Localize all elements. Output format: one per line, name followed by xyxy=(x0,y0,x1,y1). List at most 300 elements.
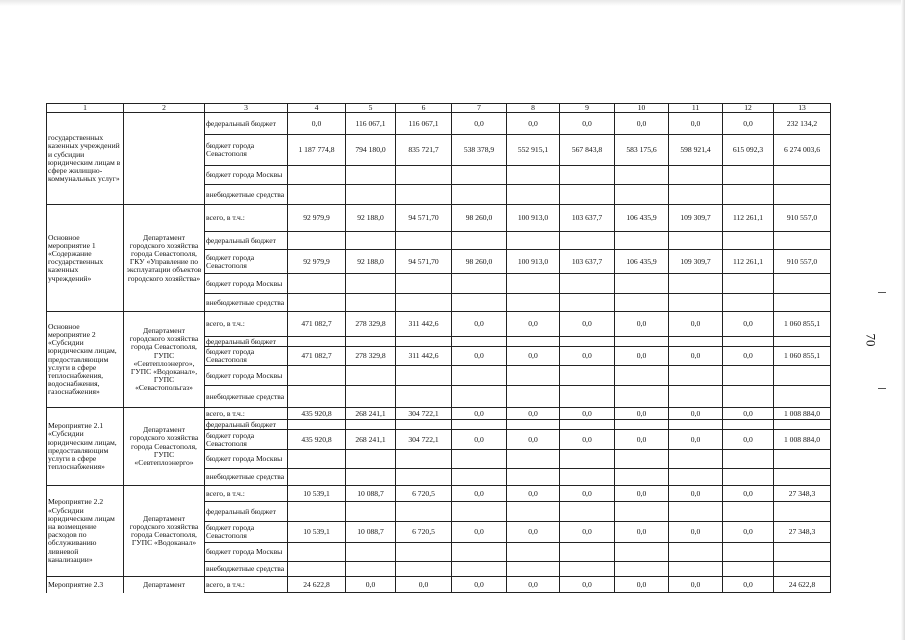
scan-edge-shadow-right xyxy=(901,0,905,640)
amount-cell xyxy=(452,366,507,386)
funding-source: бюджет города Севастополя xyxy=(205,250,288,274)
executor xyxy=(124,113,205,205)
amount-cell: 6 720,5 xyxy=(396,486,452,502)
funding-source: федеральный бюджет xyxy=(205,337,288,347)
amount-cell: 0,0 xyxy=(560,408,615,420)
amount-cell: 567 843,8 xyxy=(560,135,615,166)
amount-cell: 0,0 xyxy=(507,522,560,543)
amount-cell: 304 722,1 xyxy=(396,408,452,420)
amount-cell: 1 060 855,1 xyxy=(774,347,831,366)
amount-cell: 615 092,3 xyxy=(723,135,774,166)
amount-cell: 1 008 884,0 xyxy=(774,408,831,420)
amount-cell xyxy=(396,450,452,469)
amount-cell: 0,0 xyxy=(615,486,669,502)
funding-source: федеральный бюджет xyxy=(205,502,288,522)
amount-cell xyxy=(669,469,723,486)
amount-cell: 100 913,0 xyxy=(507,250,560,274)
amount-cell xyxy=(346,469,396,486)
amount-cell: 0,0 xyxy=(669,577,723,593)
amount-cell: 0,0 xyxy=(723,522,774,543)
amount-cell: 0,0 xyxy=(507,312,560,337)
amount-cell xyxy=(774,502,831,522)
funding-source: бюджет города Москвы xyxy=(205,366,288,386)
executor: Департамент городского хозяйства города Севастополя, ГКУ «Управление по эксплуатации объектов городского хозяйства» xyxy=(124,205,205,312)
amount-cell: 0,0 xyxy=(615,408,669,420)
amount-cell xyxy=(507,185,560,205)
amount-cell: 278 329,8 xyxy=(346,347,396,366)
amount-cell xyxy=(669,166,723,185)
amount-cell xyxy=(723,232,774,250)
amount-cell: 0,0 xyxy=(507,408,560,420)
amount-cell: 471 082,7 xyxy=(288,312,346,337)
amount-cell xyxy=(288,386,346,408)
column-number: 13 xyxy=(774,104,831,113)
amount-cell: 92 188,0 xyxy=(346,250,396,274)
amount-cell xyxy=(452,502,507,522)
amount-cell xyxy=(669,274,723,294)
amount-cell xyxy=(346,543,396,562)
amount-cell: 10 088,7 xyxy=(346,486,396,502)
amount-cell: 0,0 xyxy=(560,430,615,450)
amount-cell xyxy=(452,543,507,562)
amount-cell: 112 261,1 xyxy=(723,205,774,232)
amount-cell xyxy=(452,166,507,185)
amount-cell: 10 539,1 xyxy=(288,522,346,543)
amount-cell xyxy=(396,294,452,312)
amount-cell xyxy=(774,337,831,347)
funding-source: бюджет города Москвы xyxy=(205,450,288,469)
margin-mark xyxy=(878,292,886,293)
amount-cell xyxy=(615,502,669,522)
amount-cell xyxy=(346,562,396,577)
column-number: 5 xyxy=(346,104,396,113)
funding-source: бюджет города Москвы xyxy=(205,166,288,185)
amount-cell: 0,0 xyxy=(396,577,452,593)
amount-cell: 471 082,7 xyxy=(288,347,346,366)
amount-cell: 106 435,9 xyxy=(615,250,669,274)
amount-cell: 116 067,1 xyxy=(346,113,396,135)
amount-cell xyxy=(396,420,452,430)
funding-source: бюджет города Севастополя xyxy=(205,347,288,366)
funding-source: бюджет города Севастополя xyxy=(205,430,288,450)
amount-cell xyxy=(560,366,615,386)
amount-cell xyxy=(669,185,723,205)
amount-cell xyxy=(615,450,669,469)
table-row xyxy=(47,577,831,593)
amount-cell xyxy=(723,386,774,408)
amount-cell: 311 442,6 xyxy=(396,312,452,337)
scan-edge-shadow xyxy=(0,0,905,6)
column-number: 4 xyxy=(288,104,346,113)
amount-cell: 0,0 xyxy=(560,522,615,543)
amount-cell xyxy=(560,274,615,294)
column-number: 1 xyxy=(47,104,124,113)
amount-cell xyxy=(774,185,831,205)
amount-cell xyxy=(723,185,774,205)
amount-cell xyxy=(288,543,346,562)
column-number: 10 xyxy=(615,104,669,113)
amount-cell xyxy=(507,469,560,486)
amount-cell xyxy=(288,469,346,486)
amount-cell: 0,0 xyxy=(452,113,507,135)
amount-cell xyxy=(560,337,615,347)
executor: Департамент xyxy=(124,577,205,593)
amount-cell xyxy=(452,450,507,469)
funding-source: федеральный бюджет xyxy=(205,420,288,430)
executor: Департамент городского хозяйства города Севастополя, ГУПС «Водоканал» xyxy=(124,486,205,577)
amount-cell xyxy=(346,337,396,347)
amount-cell xyxy=(507,232,560,250)
funding-source: бюджет города Москвы xyxy=(205,274,288,294)
amount-cell xyxy=(288,337,346,347)
amount-cell xyxy=(615,294,669,312)
amount-cell xyxy=(396,274,452,294)
amount-cell: 24 622,8 xyxy=(288,577,346,593)
amount-cell xyxy=(774,294,831,312)
amount-cell: 0,0 xyxy=(507,347,560,366)
column-number: 8 xyxy=(507,104,560,113)
funding-source: внебюджетные средства xyxy=(205,294,288,312)
amount-cell xyxy=(669,450,723,469)
table-row xyxy=(47,408,831,420)
funding-source: всего, в т.ч.: xyxy=(205,205,288,232)
amount-cell: 103 637,7 xyxy=(560,250,615,274)
amount-cell: 0,0 xyxy=(452,347,507,366)
table-row xyxy=(47,205,831,232)
amount-cell xyxy=(507,543,560,562)
amount-cell xyxy=(507,420,560,430)
amount-cell: 538 378,9 xyxy=(452,135,507,166)
amount-cell: 98 260,0 xyxy=(452,250,507,274)
amount-cell xyxy=(288,274,346,294)
amount-cell xyxy=(396,469,452,486)
amount-cell xyxy=(288,562,346,577)
amount-cell xyxy=(396,185,452,205)
amount-cell: 0,0 xyxy=(669,522,723,543)
amount-cell: 0,0 xyxy=(507,113,560,135)
amount-cell xyxy=(615,420,669,430)
measure-name: Мероприятие 2.2 «Субсидии юридическим лицам на возмещение расходов по обслуживанию ливневой канализации» xyxy=(47,486,124,577)
amount-cell xyxy=(774,232,831,250)
amount-cell xyxy=(774,543,831,562)
funding-source: внебюджетные средства xyxy=(205,562,288,577)
funding-source: всего, в т.ч.: xyxy=(205,312,288,337)
amount-cell xyxy=(723,337,774,347)
amount-cell: 109 309,7 xyxy=(669,250,723,274)
amount-cell xyxy=(346,185,396,205)
amount-cell: 0,0 xyxy=(615,430,669,450)
amount-cell: 0,0 xyxy=(669,312,723,337)
amount-cell: 0,0 xyxy=(723,408,774,420)
amount-cell: 6 274 003,6 xyxy=(774,135,831,166)
amount-cell xyxy=(669,386,723,408)
amount-cell xyxy=(396,232,452,250)
executor: Департамент городского хозяйства города Севастополя, ГУПС «Севтеплоэнерго» xyxy=(124,408,205,486)
amount-cell: 1 187 774,8 xyxy=(288,135,346,166)
amount-cell xyxy=(723,502,774,522)
column-number: 2 xyxy=(124,104,205,113)
amount-cell: 94 571,70 xyxy=(396,205,452,232)
amount-cell: 268 241,1 xyxy=(346,408,396,420)
funding-source: всего, в т.ч.: xyxy=(205,486,288,502)
column-number: 11 xyxy=(669,104,723,113)
amount-cell xyxy=(774,274,831,294)
table-row xyxy=(47,486,831,502)
funding-source: всего, в т.ч.: xyxy=(205,577,288,593)
column-number: 12 xyxy=(723,104,774,113)
amount-cell xyxy=(507,337,560,347)
measure-name: Мероприятие 2.1 «Субсидии юридическим лицам, предоставляющим услуги в сфере теплоснабжения» xyxy=(47,408,124,486)
amount-cell xyxy=(396,386,452,408)
amount-cell xyxy=(774,420,831,430)
amount-cell: 268 241,1 xyxy=(346,430,396,450)
amount-cell xyxy=(452,185,507,205)
amount-cell: 103 637,7 xyxy=(560,205,615,232)
amount-cell xyxy=(507,386,560,408)
amount-cell xyxy=(615,166,669,185)
amount-cell: 98 260,0 xyxy=(452,205,507,232)
measure-name: государственных казенных учреждений и субсидии юридическим лицам в сфере жилищно-коммунальных услуг» xyxy=(47,113,124,205)
amount-cell: 0,0 xyxy=(507,486,560,502)
amount-cell xyxy=(452,294,507,312)
amount-cell xyxy=(507,366,560,386)
funding-source: бюджет города Севастополя xyxy=(205,135,288,166)
amount-cell: 0,0 xyxy=(560,347,615,366)
amount-cell: 0,0 xyxy=(723,347,774,366)
amount-cell xyxy=(669,232,723,250)
amount-cell: 0,0 xyxy=(452,312,507,337)
amount-cell xyxy=(507,274,560,294)
amount-cell: 0,0 xyxy=(288,113,346,135)
amount-cell xyxy=(396,502,452,522)
amount-cell xyxy=(288,450,346,469)
amount-cell: 0,0 xyxy=(452,430,507,450)
amount-cell xyxy=(346,232,396,250)
amount-cell xyxy=(452,232,507,250)
amount-cell xyxy=(288,420,346,430)
amount-cell xyxy=(507,502,560,522)
column-number: 7 xyxy=(452,104,507,113)
amount-cell xyxy=(452,274,507,294)
amount-cell xyxy=(774,366,831,386)
amount-cell: 92 979,9 xyxy=(288,205,346,232)
amount-cell: 0,0 xyxy=(507,577,560,593)
amount-cell: 910 557,0 xyxy=(774,205,831,232)
amount-cell: 0,0 xyxy=(669,408,723,420)
amount-cell: 92 188,0 xyxy=(346,205,396,232)
amount-cell xyxy=(560,185,615,205)
amount-cell: 92 979,9 xyxy=(288,250,346,274)
amount-cell: 0,0 xyxy=(615,347,669,366)
amount-cell xyxy=(615,274,669,294)
amount-cell: 106 435,9 xyxy=(615,205,669,232)
amount-cell: 0,0 xyxy=(723,486,774,502)
funding-source: бюджет города Севастополя xyxy=(205,522,288,543)
amount-cell: 910 557,0 xyxy=(774,250,831,274)
amount-cell xyxy=(615,185,669,205)
amount-cell: 552 915,1 xyxy=(507,135,560,166)
amount-cell: 100 913,0 xyxy=(507,205,560,232)
amount-cell xyxy=(723,469,774,486)
column-number: 9 xyxy=(560,104,615,113)
amount-cell xyxy=(774,450,831,469)
amount-cell: 24 622,8 xyxy=(774,577,831,593)
amount-cell: 0,0 xyxy=(669,486,723,502)
amount-cell xyxy=(615,562,669,577)
amount-cell xyxy=(288,294,346,312)
page-number: 70 xyxy=(863,333,879,347)
amount-cell xyxy=(774,469,831,486)
amount-cell: 278 329,8 xyxy=(346,312,396,337)
amount-cell xyxy=(560,420,615,430)
margin-mark xyxy=(878,388,886,389)
amount-cell: 583 175,6 xyxy=(615,135,669,166)
amount-cell xyxy=(774,166,831,185)
amount-cell: 112 261,1 xyxy=(723,250,774,274)
amount-cell xyxy=(723,450,774,469)
amount-cell: 794 180,0 xyxy=(346,135,396,166)
amount-cell xyxy=(507,294,560,312)
amount-cell xyxy=(669,562,723,577)
amount-cell: 435 920,8 xyxy=(288,430,346,450)
funding-source: внебюджетные средства xyxy=(205,185,288,205)
amount-cell: 0,0 xyxy=(560,486,615,502)
amount-cell xyxy=(723,562,774,577)
amount-cell: 10 539,1 xyxy=(288,486,346,502)
measure-name: Основное мероприятие 1 «Содержание государственных казенных учреждений» xyxy=(47,205,124,312)
amount-cell xyxy=(669,543,723,562)
amount-cell: 6 720,5 xyxy=(396,522,452,543)
amount-cell xyxy=(560,562,615,577)
amount-cell: 435 920,8 xyxy=(288,408,346,420)
amount-cell xyxy=(346,274,396,294)
amount-cell: 0,0 xyxy=(560,113,615,135)
header-row xyxy=(47,104,831,113)
amount-cell xyxy=(560,543,615,562)
amount-cell xyxy=(560,294,615,312)
amount-cell: 311 442,6 xyxy=(396,347,452,366)
amount-cell xyxy=(396,366,452,386)
amount-cell xyxy=(507,562,560,577)
funding-source: всего, в т.ч.: xyxy=(205,408,288,420)
amount-cell xyxy=(346,386,396,408)
amount-cell xyxy=(669,294,723,312)
amount-cell: 0,0 xyxy=(346,577,396,593)
amount-cell xyxy=(615,543,669,562)
amount-cell: 0,0 xyxy=(615,113,669,135)
amount-cell xyxy=(774,386,831,408)
amount-cell: 0,0 xyxy=(452,577,507,593)
budget-table xyxy=(46,103,831,593)
amount-cell: 10 088,7 xyxy=(346,522,396,543)
amount-cell: 94 571,70 xyxy=(396,250,452,274)
amount-cell xyxy=(288,232,346,250)
amount-cell xyxy=(615,366,669,386)
amount-cell: 0,0 xyxy=(723,430,774,450)
amount-cell xyxy=(560,469,615,486)
amount-cell xyxy=(560,386,615,408)
amount-cell: 0,0 xyxy=(669,113,723,135)
amount-cell xyxy=(560,232,615,250)
amount-cell xyxy=(452,386,507,408)
amount-cell xyxy=(452,337,507,347)
amount-cell: 0,0 xyxy=(615,522,669,543)
amount-cell: 598 921,4 xyxy=(669,135,723,166)
amount-cell xyxy=(346,450,396,469)
amount-cell: 0,0 xyxy=(723,113,774,135)
amount-cell xyxy=(346,166,396,185)
amount-cell xyxy=(507,450,560,469)
amount-cell xyxy=(288,502,346,522)
column-number: 3 xyxy=(205,104,288,113)
amount-cell xyxy=(452,562,507,577)
amount-cell: 0,0 xyxy=(669,430,723,450)
amount-cell xyxy=(507,166,560,185)
amount-cell: 0,0 xyxy=(560,577,615,593)
amount-cell: 0,0 xyxy=(615,312,669,337)
amount-cell xyxy=(723,420,774,430)
amount-cell xyxy=(346,420,396,430)
amount-cell xyxy=(669,420,723,430)
funding-source: бюджет города Москвы xyxy=(205,543,288,562)
amount-cell xyxy=(669,366,723,386)
amount-cell xyxy=(288,185,346,205)
amount-cell xyxy=(723,366,774,386)
amount-cell xyxy=(669,502,723,522)
executor: Департамент городского хозяйства города Севастополя, ГУПС «Севтеплоэнерго», ГУПС «Водоканал», ГУПС «Севастопольгаз» xyxy=(124,312,205,408)
amount-cell xyxy=(396,337,452,347)
funding-source: федеральный бюджет xyxy=(205,113,288,135)
amount-cell xyxy=(396,543,452,562)
amount-cell xyxy=(723,294,774,312)
funding-source: федеральный бюджет xyxy=(205,232,288,250)
amount-cell xyxy=(615,469,669,486)
amount-cell xyxy=(346,294,396,312)
amount-cell xyxy=(560,450,615,469)
amount-cell: 0,0 xyxy=(507,430,560,450)
measure-name: Основное мероприятие 2 «Субсидии юридическим лицам, предоставляющим услуги в сфере теплоснабжения, водоснабжения, газоснабжения» xyxy=(47,312,124,408)
amount-cell: 27 348,3 xyxy=(774,522,831,543)
amount-cell xyxy=(288,166,346,185)
amount-cell xyxy=(452,420,507,430)
amount-cell: 1 008 884,0 xyxy=(774,430,831,450)
amount-cell xyxy=(346,502,396,522)
amount-cell xyxy=(615,386,669,408)
amount-cell xyxy=(615,232,669,250)
amount-cell xyxy=(774,562,831,577)
amount-cell xyxy=(346,366,396,386)
funding-source: внебюджетные средства xyxy=(205,469,288,486)
amount-cell: 0,0 xyxy=(452,522,507,543)
amount-cell: 1 060 855,1 xyxy=(774,312,831,337)
funding-source: внебюджетные средства xyxy=(205,386,288,408)
amount-cell xyxy=(396,166,452,185)
amount-cell: 0,0 xyxy=(452,486,507,502)
amount-cell: 0,0 xyxy=(452,408,507,420)
amount-cell xyxy=(396,562,452,577)
table-row xyxy=(47,113,831,135)
amount-cell xyxy=(723,543,774,562)
amount-cell xyxy=(560,166,615,185)
amount-cell xyxy=(288,366,346,386)
amount-cell xyxy=(723,274,774,294)
column-number: 6 xyxy=(396,104,452,113)
amount-cell xyxy=(723,166,774,185)
amount-cell xyxy=(669,337,723,347)
measure-name: Мероприятие 2.3 xyxy=(47,577,124,593)
amount-cell xyxy=(560,502,615,522)
amount-cell: 835 721,7 xyxy=(396,135,452,166)
